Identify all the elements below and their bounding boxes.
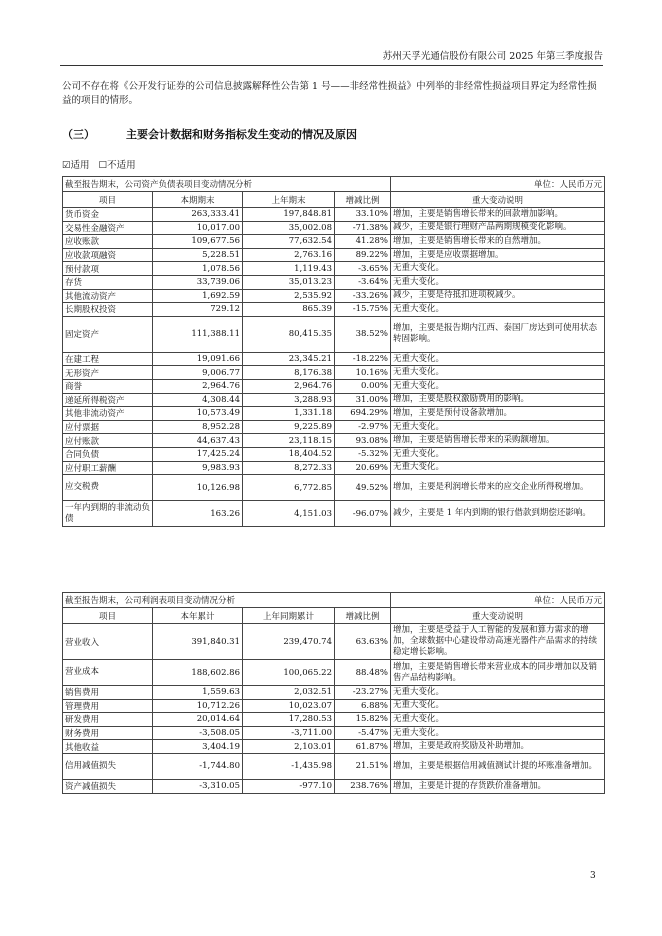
change-note-cell: 无重大变化。: [391, 303, 605, 317]
item-cell: 货币资金: [63, 208, 153, 222]
item-cell: 研发费用: [63, 713, 153, 727]
item-cell: 应付票据: [63, 420, 153, 434]
change-ratio-cell: 10.16%: [335, 366, 391, 380]
change-note-cell: 无重大变化。: [391, 699, 605, 713]
change-note-cell: 无重大变化。: [391, 366, 605, 380]
income-statement-table: [62, 592, 605, 794]
change-ratio-cell: -18.22%: [335, 352, 391, 366]
change-note-cell: 无重大变化。: [391, 275, 605, 289]
change-note-cell: 增加，主要是根据信用减值测试计提的坏账准备增加。: [391, 753, 605, 779]
table-row: [63, 420, 605, 434]
item-cell: 财务费用: [63, 726, 153, 740]
change-ratio-cell: 31.00%: [335, 393, 391, 407]
table-row: [63, 303, 605, 317]
current-value-cell: -3,310.05: [153, 779, 243, 793]
column-header: 上年期末: [243, 192, 335, 208]
change-ratio-cell: 694.29%: [335, 407, 391, 421]
item-cell: 应收款项融资: [63, 248, 153, 262]
current-value-cell: 163.26: [153, 501, 243, 527]
prior-value-cell: 865.39: [243, 303, 335, 317]
current-value-cell: 9,983.93: [153, 461, 243, 475]
prior-value-cell: 77,632.54: [243, 235, 335, 249]
item-cell: 长期股权投资: [63, 303, 153, 317]
prior-value-cell: 2,103.01: [243, 740, 335, 754]
change-note-cell: 减少，主要是 1 年内到期的银行借款到期偿还影响。: [391, 501, 605, 527]
table-row: [63, 660, 605, 686]
change-ratio-cell: 33.10%: [335, 208, 391, 222]
prior-value-cell: 8,272.33: [243, 461, 335, 475]
change-note-cell: 无重大变化。: [391, 352, 605, 366]
prior-value-cell: 17,280.53: [243, 713, 335, 727]
prior-value-cell: -3,711.00: [243, 726, 335, 740]
change-ratio-cell: 93.08%: [335, 434, 391, 448]
item-cell: 资产减值损失: [63, 779, 153, 793]
table-row: [63, 208, 605, 222]
prior-value-cell: 2,964.76: [243, 379, 335, 393]
current-value-cell: 44,637.43: [153, 434, 243, 448]
change-ratio-cell: -71.38%: [335, 221, 391, 235]
income-statement-unit: 单位：人民币万元: [391, 593, 605, 608]
change-ratio-cell: 63.63%: [335, 624, 391, 660]
current-value-cell: 729.12: [153, 303, 243, 317]
item-cell: 合同负债: [63, 447, 153, 461]
change-note-cell: 无重大变化。: [391, 713, 605, 727]
change-ratio-cell: 238.76%: [335, 779, 391, 793]
current-value-cell: -1,744.80: [153, 753, 243, 779]
change-note-cell: 增加，主要是政府奖励及补助增加。: [391, 740, 605, 754]
change-note-cell: 增加，主要是销售增长带来营业成本的同步增加以及销售产品结构影响。: [391, 660, 605, 686]
item-cell: 管理费用: [63, 699, 153, 713]
balance-sheet-unit: 单位：人民币万元: [391, 177, 605, 192]
change-note-cell: 减少，主要是银行理财产品两期规模变化影响。: [391, 221, 605, 235]
table-row: [63, 235, 605, 249]
prior-value-cell: 35,002.08: [243, 221, 335, 235]
prior-value-cell: 23,118.15: [243, 434, 335, 448]
current-value-cell: 17,425.24: [153, 447, 243, 461]
table-row: [63, 726, 605, 740]
item-cell: 应收账款: [63, 235, 153, 249]
prior-value-cell: 2,032.51: [243, 686, 335, 700]
item-cell: 营业收入: [63, 624, 153, 660]
item-cell: 应付职工薪酬: [63, 461, 153, 475]
item-cell: 存货: [63, 275, 153, 289]
column-header: 项目: [63, 192, 153, 208]
current-value-cell: 4,308.44: [153, 393, 243, 407]
change-note-cell: 增加，主要是报告期内江西、泰国厂房达到可使用状态转固影响。: [391, 316, 605, 352]
prior-value-cell: 80,415.35: [243, 316, 335, 352]
change-note-cell: 增加，主要是受益于人工智能的发展和算力需求的增加，全球数据中心建设带动高速光器件产品需求的持续稳定增长影响。: [391, 624, 605, 660]
current-value-cell: 391,840.31: [153, 624, 243, 660]
change-note-cell: 增加，主要是销售增长带来的回款增加影响。: [391, 208, 605, 222]
item-cell: 一年内到期的非流动负债: [63, 501, 153, 527]
prior-value-cell: 18,404.52: [243, 447, 335, 461]
change-note-cell: 无重大变化。: [391, 726, 605, 740]
prior-value-cell: 239,470.74: [243, 624, 335, 660]
change-note-cell: 无重大变化。: [391, 262, 605, 276]
prior-value-cell: 6,772.85: [243, 475, 335, 501]
table-row: [63, 753, 605, 779]
page-header: 苏州天孚光通信股份有限公司 2025 年第三季度报告: [60, 48, 603, 66]
current-value-cell: 109,677.56: [153, 235, 243, 249]
change-ratio-cell: 38.52%: [335, 316, 391, 352]
table-row: [63, 624, 605, 660]
change-ratio-cell: -23.27%: [335, 686, 391, 700]
prior-value-cell: 10,023.07: [243, 699, 335, 713]
item-cell: 递延所得税资产: [63, 393, 153, 407]
current-value-cell: 10,126.98: [153, 475, 243, 501]
current-value-cell: 9,006.77: [153, 366, 243, 380]
change-note-cell: 增加，主要是销售增长带来的采购额增加。: [391, 434, 605, 448]
change-ratio-cell: -5.32%: [335, 447, 391, 461]
prior-value-cell: -1,435.98: [243, 753, 335, 779]
change-note-cell: 增加，主要是股权激励费用的影响。: [391, 393, 605, 407]
prior-value-cell: -977.10: [243, 779, 335, 793]
balance-sheet-caption: 截至报告期末，公司资产负债表项目变动情况分析: [63, 177, 391, 192]
current-value-cell: 10,017.00: [153, 221, 243, 235]
table-row: [63, 262, 605, 276]
current-value-cell: 8,952.28: [153, 420, 243, 434]
change-note-cell: 减少，主要是待抵扣进项税减少。: [391, 289, 605, 303]
table-row: [63, 221, 605, 235]
change-ratio-cell: 49.52%: [335, 475, 391, 501]
item-cell: 信用减值损失: [63, 753, 153, 779]
change-ratio-cell: -15.75%: [335, 303, 391, 317]
prior-value-cell: 1,331.18: [243, 407, 335, 421]
prior-value-cell: 9,225.89: [243, 420, 335, 434]
table-row: [63, 352, 605, 366]
item-cell: 应付账款: [63, 434, 153, 448]
table-row: [63, 379, 605, 393]
applicability-options: [62, 157, 142, 171]
table-row: [63, 686, 605, 700]
table-row: [63, 434, 605, 448]
prior-value-cell: 100,065.22: [243, 660, 335, 686]
item-cell: 无形资产: [63, 366, 153, 380]
intro-paragraph: 公司不存在将《公开发行证券的公司信息披露解释性公告第 1 号——非经常性损益》中列举的非经常性损益项目界定为经常性损益的项目的情形。: [62, 81, 597, 106]
change-ratio-cell: -2.97%: [335, 420, 391, 434]
table-row: [63, 289, 605, 303]
current-value-cell: 10,573.49: [153, 407, 243, 421]
change-ratio-cell: 15.82%: [335, 713, 391, 727]
prior-value-cell: 35,013.23: [243, 275, 335, 289]
table-row: [63, 740, 605, 754]
change-ratio-cell: 41.28%: [335, 235, 391, 249]
change-ratio-cell: 6.88%: [335, 699, 391, 713]
prior-value-cell: 1,119.43: [243, 262, 335, 276]
current-value-cell: 1,692.59: [153, 289, 243, 303]
item-cell: 营业成本: [63, 660, 153, 686]
item-cell: 销售费用: [63, 686, 153, 700]
current-value-cell: 10,712.26: [153, 699, 243, 713]
change-note-cell: 增加，主要是计提的存货跌价准备增加。: [391, 779, 605, 793]
table-row: [63, 407, 605, 421]
not-applicable-checkbox: ☐不适用: [98, 160, 136, 171]
column-header: 增减比例: [335, 192, 391, 208]
table-row: [63, 248, 605, 262]
item-cell: 固定资产: [63, 316, 153, 352]
table-row: [63, 779, 605, 793]
prior-value-cell: 4,151.03: [243, 501, 335, 527]
change-ratio-cell: 20.69%: [335, 461, 391, 475]
prior-value-cell: 197,848.81: [243, 208, 335, 222]
current-value-cell: -3,508.05: [153, 726, 243, 740]
change-ratio-cell: -3.64%: [335, 275, 391, 289]
current-value-cell: 33,739.06: [153, 275, 243, 289]
table-row: [63, 366, 605, 380]
page-number: 3: [590, 871, 596, 881]
item-cell: 预付款项: [63, 262, 153, 276]
column-header: 重大变动说明: [391, 608, 605, 624]
table-row: [63, 447, 605, 461]
current-value-cell: 20,014.64: [153, 713, 243, 727]
section-title-text: 主要会计数据和财务指标发生变动的情况及原因: [126, 128, 357, 141]
change-ratio-cell: 88.48%: [335, 660, 391, 686]
table-row: [63, 275, 605, 289]
table-row: [63, 316, 605, 352]
change-note-cell: 增加，主要是销售增长带来的自然增加。: [391, 235, 605, 249]
current-value-cell: 19,091.66: [153, 352, 243, 366]
column-header: 重大变动说明: [391, 192, 605, 208]
section-number: （三）: [62, 128, 95, 141]
column-header: 本期期末: [153, 192, 243, 208]
change-note-cell: 增加，主要是应收票据增加。: [391, 248, 605, 262]
column-header: 上年同期累计: [243, 608, 335, 624]
item-cell: 其他非流动资产: [63, 407, 153, 421]
table-row: [63, 699, 605, 713]
change-ratio-cell: -96.07%: [335, 501, 391, 527]
current-value-cell: 2,964.76: [153, 379, 243, 393]
current-value-cell: 5,228.51: [153, 248, 243, 262]
change-note-cell: 增加，主要是预付设备款增加。: [391, 407, 605, 421]
change-ratio-cell: -3.65%: [335, 262, 391, 276]
change-ratio-cell: 0.00%: [335, 379, 391, 393]
change-ratio-cell: -5.47%: [335, 726, 391, 740]
table-row: [63, 461, 605, 475]
item-cell: 交易性金融资产: [63, 221, 153, 235]
current-value-cell: 188,602.86: [153, 660, 243, 686]
current-value-cell: 1,559.63: [153, 686, 243, 700]
table-row: [63, 501, 605, 527]
prior-value-cell: 23,345.21: [243, 352, 335, 366]
income-statement-caption: 截至报告期末，公司利润表项目变动情况分析: [63, 593, 391, 608]
change-note-cell: 无重大变化。: [391, 379, 605, 393]
balance-sheet-header-row: [63, 192, 605, 208]
prior-value-cell: 2,763.16: [243, 248, 335, 262]
change-note-cell: 无重大变化。: [391, 447, 605, 461]
table-row: [63, 713, 605, 727]
column-header: 本年累计: [153, 608, 243, 624]
change-note-cell: 增加，主要是利润增长带来的应交企业所得税增加。: [391, 475, 605, 501]
current-value-cell: 263,333.41: [153, 208, 243, 222]
change-ratio-cell: 89.22%: [335, 248, 391, 262]
column-header: 项目: [63, 608, 153, 624]
change-note-cell: 无重大变化。: [391, 686, 605, 700]
item-cell: 其他流动资产: [63, 289, 153, 303]
balance-sheet-table: [62, 176, 605, 527]
item-cell: 其他收益: [63, 740, 153, 754]
column-header: 增减比例: [335, 608, 391, 624]
section-title: [62, 126, 357, 142]
change-ratio-cell: -33.26%: [335, 289, 391, 303]
table-row: [63, 393, 605, 407]
current-value-cell: 1,078.56: [153, 262, 243, 276]
table-row: [63, 475, 605, 501]
item-cell: 在建工程: [63, 352, 153, 366]
prior-value-cell: 3,288.93: [243, 393, 335, 407]
item-cell: 应交税费: [63, 475, 153, 501]
income-statement-header-row: [63, 608, 605, 624]
change-ratio-cell: 61.87%: [335, 740, 391, 754]
prior-value-cell: 2,535.92: [243, 289, 335, 303]
change-ratio-cell: 21.51%: [335, 753, 391, 779]
change-note-cell: 无重大变化。: [391, 461, 605, 475]
current-value-cell: 3,404.19: [153, 740, 243, 754]
applicable-checkbox: ☑适用: [62, 160, 90, 171]
prior-value-cell: 8,176.38: [243, 366, 335, 380]
change-note-cell: 无重大变化。: [391, 420, 605, 434]
item-cell: 商誉: [63, 379, 153, 393]
current-value-cell: 111,388.11: [153, 316, 243, 352]
